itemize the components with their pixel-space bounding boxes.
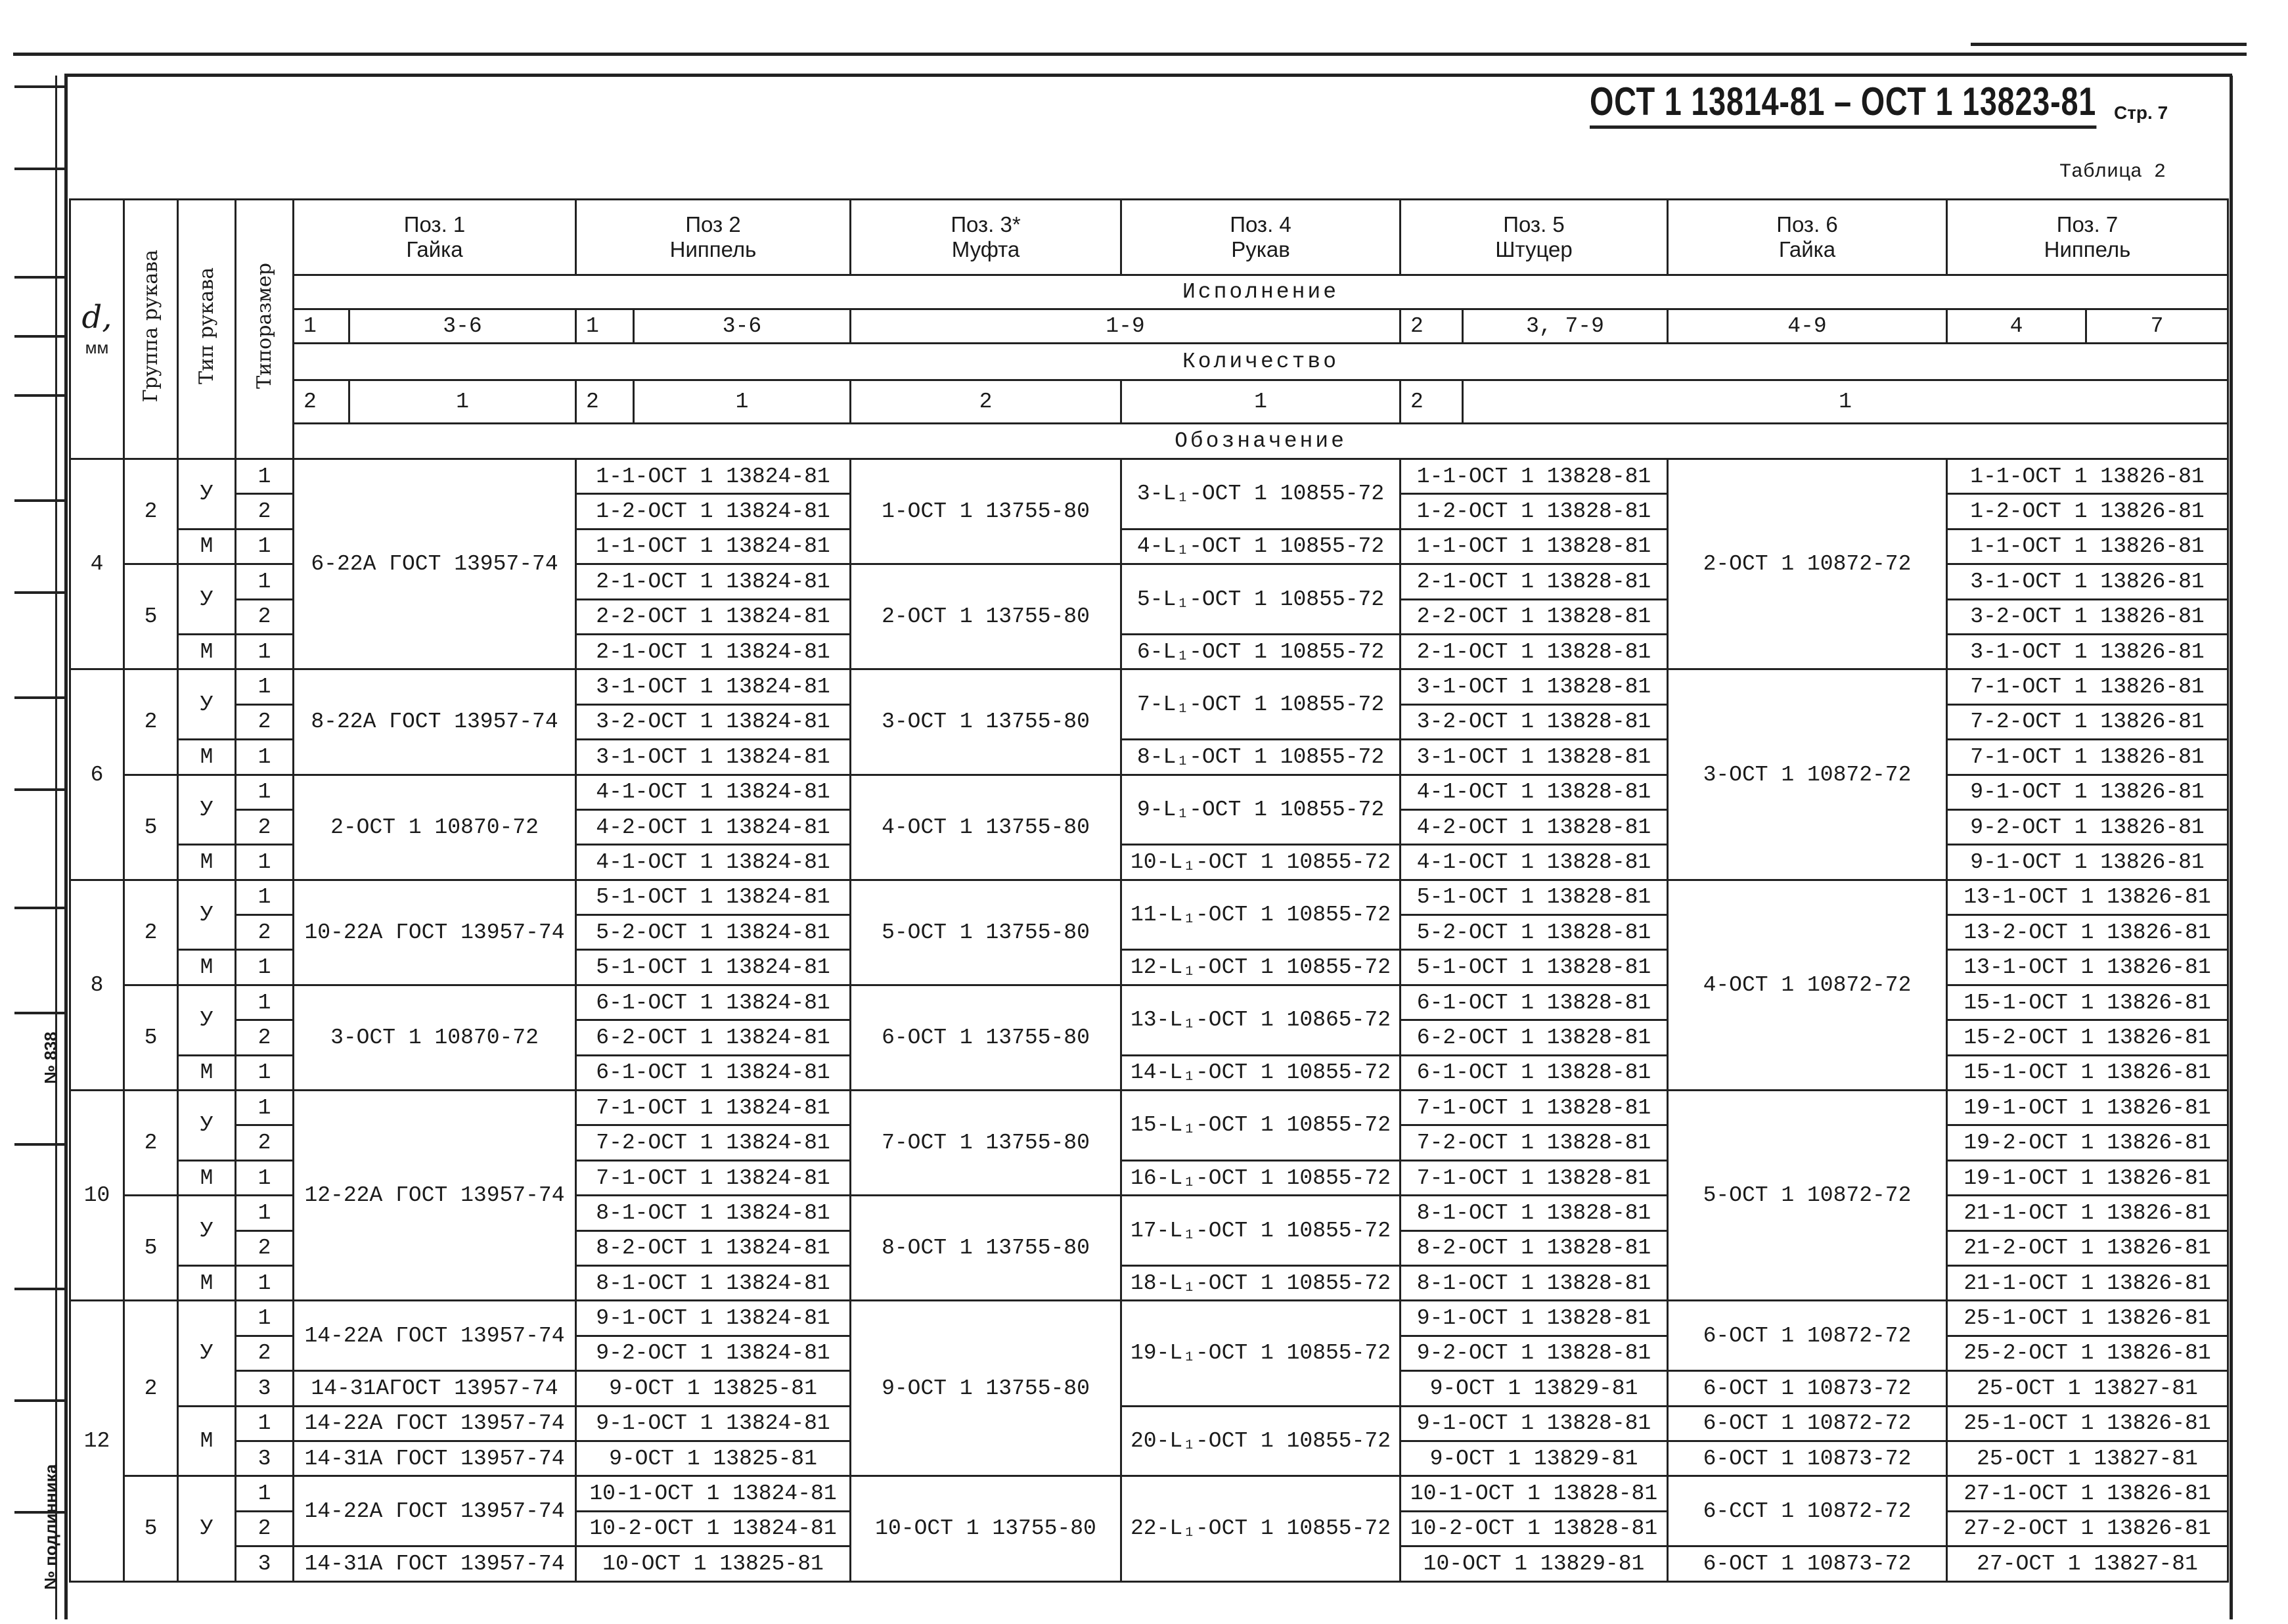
cell-pos2-nipple: 6-1-ОСТ 1 13824-81 [576,985,851,1020]
cell-pos2-nipple: 8-1-ОСТ 1 13824-81 [576,1196,851,1230]
cell-pos4-hose: 10-L₁-ОСТ 1 10855-72 [1121,845,1401,880]
header-kolichestvo: Количество [294,344,2228,380]
cell-pos5-fitting: 9-ОСТ 1 13829-81 [1401,1441,1668,1476]
cell-pos4-hose: 14-L₁-ОСТ 1 10855-72 [1121,1055,1401,1090]
cell-size: 3 [236,1441,294,1476]
cell-hose-type: У [178,669,236,740]
header-type: Тип рукава [178,200,236,459]
cell-size: 1 [236,1301,294,1336]
cell-hose-group: 5 [124,985,178,1090]
cell-pos2-nipple: 4-1-ОСТ 1 13824-81 [576,845,851,880]
cell-pos1-nut: 12-22А ГОСТ 13957-74 [294,1091,576,1301]
cell-hose-group: 5 [124,1476,178,1581]
cell-size: 1 [236,880,294,914]
table-row [70,459,2228,494]
cell-pos5-fitting: 1-2-ОСТ 1 13828-81 [1401,494,1668,529]
cell-size: 1 [236,1055,294,1090]
cell-pos3-coupling: 6-ОСТ 1 13755-80 [851,985,1121,1090]
table-label: Таблица 2 [2059,161,2166,183]
cell-pos5-fitting: 2-2-ОСТ 1 13828-81 [1401,599,1668,634]
kol-pos4: 1 [1121,380,1401,424]
cell-pos5-fitting: 9-ОСТ 1 13829-81 [1401,1371,1668,1406]
cell-pos3-coupling: 10-ОСТ 1 13755-80 [851,1476,1121,1581]
cell-size: 2 [236,809,294,844]
cell-pos7-nipple: 9-1-ОСТ 1 13826-81 [1947,775,2228,809]
cell-pos2-nipple: 1-1-ОСТ 1 13824-81 [576,529,851,564]
cell-diameter: 10 [70,1091,124,1301]
cell-pos2-nipple: 10-2-ОСТ 1 13824-81 [576,1511,851,1546]
cell-pos2-nipple: 5-2-ОСТ 1 13824-81 [576,915,851,950]
cell-pos1-nut: 3-ОСТ 1 10870-72 [294,985,576,1090]
cell-pos2-nipple: 3-2-ОСТ 1 13824-81 [576,704,851,739]
cell-size: 2 [236,1125,294,1160]
cell-pos2-nipple: 4-1-ОСТ 1 13824-81 [576,775,851,809]
cell-pos6-nut: 6-ССТ 1 10872-72 [1668,1476,1947,1546]
cell-pos1-nut: 8-22А ГОСТ 13957-74 [294,669,576,775]
cell-pos5-fitting: 6-1-ОСТ 1 13828-81 [1401,1055,1668,1090]
cell-pos2-nipple: 9-2-ОСТ 1 13824-81 [576,1336,851,1370]
header-pos7: Поз. 7 Ниппель [1947,200,2228,275]
cell-hose-type: У [178,1476,236,1581]
cell-pos1-nut: 2-ОСТ 1 10870-72 [294,775,576,880]
cell-size: 3 [236,1371,294,1406]
cell-pos2-nipple: 10-ОСТ 1 13825-81 [576,1546,851,1581]
cell-pos7-nipple: 3-2-ОСТ 1 13826-81 [1947,599,2228,634]
cell-hose-type: У [178,1301,236,1406]
cell-size: 2 [236,915,294,950]
cell-hose-group: 5 [124,564,178,669]
cell-pos6-nut: 6-ОСТ 1 10872-72 [1668,1301,1947,1371]
cell-size: 2 [236,704,294,739]
cell-pos5-fitting: 8-1-ОСТ 1 13828-81 [1401,1265,1668,1300]
cell-size: 2 [236,599,294,634]
cell-pos7-nipple: 7-2-ОСТ 1 13826-81 [1947,704,2228,739]
cell-pos7-nipple: 27-2-ОСТ 1 13826-81 [1947,1511,2228,1546]
cell-pos6-nut: 3-ОСТ 1 10872-72 [1668,669,1947,880]
cell-pos7-nipple: 19-1-ОСТ 1 13826-81 [1947,1091,2228,1125]
kol-pos3: 2 [851,380,1121,424]
cell-pos7-nipple: 15-1-ОСТ 1 13826-81 [1947,1055,2228,1090]
cell-hose-group: 5 [124,1196,178,1301]
cell-pos2-nipple: 1-2-ОСТ 1 13824-81 [576,494,851,529]
cell-pos6-nut: 6-ОСТ 1 10873-72 [1668,1371,1947,1406]
cell-pos5-fitting: 8-2-ОСТ 1 13828-81 [1401,1230,1668,1265]
kol-pos2-b: 1 [634,380,851,424]
cell-size: 2 [236,1511,294,1546]
cell-size: 3 [236,1546,294,1581]
cell-pos7-nipple: 25-1-ОСТ 1 13826-81 [1947,1406,2228,1441]
cell-pos5-fitting: 9-1-ОСТ 1 13828-81 [1401,1301,1668,1336]
isp-pos2-b: 3-6 [634,309,851,344]
cell-pos2-nipple: 6-1-ОСТ 1 13824-81 [576,1055,851,1090]
side-label-number: № 838 [41,1031,60,1084]
cell-size: 1 [236,529,294,564]
cell-pos7-nipple: 9-1-ОСТ 1 13826-81 [1947,845,2228,880]
cell-hose-type: У [178,775,236,845]
cell-pos7-nipple: 21-1-ОСТ 1 13826-81 [1947,1196,2228,1230]
cell-pos7-nipple: 25-2-ОСТ 1 13826-81 [1947,1336,2228,1370]
cell-pos7-nipple: 9-2-ОСТ 1 13826-81 [1947,809,2228,844]
kol-pos1-b: 1 [349,380,576,424]
cell-pos4-hose: 18-L₁-ОСТ 1 10855-72 [1121,1265,1401,1300]
cell-pos1-nut: 14-22А ГОСТ 13957-74 [294,1476,576,1546]
cell-pos2-nipple: 7-1-ОСТ 1 13824-81 [576,1160,851,1195]
isp-pos5-a: 2 [1401,309,1463,344]
cell-pos5-fitting: 4-1-ОСТ 1 13828-81 [1401,775,1668,809]
cell-hose-group: 2 [124,669,178,775]
isp-pos7-b: 7 [2086,309,2228,344]
cell-size: 1 [236,740,294,775]
cell-pos2-nipple: 9-ОСТ 1 13825-81 [576,1441,851,1476]
cell-hose-group: 2 [124,1301,178,1476]
cell-pos1-nut: 10-22А ГОСТ 13957-74 [294,880,576,985]
cell-pos2-nipple: 3-1-ОСТ 1 13824-81 [576,740,851,775]
cell-pos5-fitting: 7-1-ОСТ 1 13828-81 [1401,1160,1668,1195]
isp-pos5-b: 3, 7-9 [1463,309,1668,344]
top-rule [13,53,2247,56]
cell-pos5-fitting: 5-1-ОСТ 1 13828-81 [1401,950,1668,985]
binding-line [55,76,57,1619]
cell-pos4-hose: 16-L₁-ОСТ 1 10855-72 [1121,1160,1401,1195]
cell-pos5-fitting: 9-1-ОСТ 1 13828-81 [1401,1406,1668,1441]
isp-pos7-a: 4 [1947,309,2086,344]
cell-pos7-nipple: 25-1-ОСТ 1 13826-81 [1947,1301,2228,1336]
cell-pos1-nut: 14-31АГОСТ 13957-74 [294,1371,576,1406]
cell-pos1-nut: 14-22А ГОСТ 13957-74 [294,1301,576,1371]
cell-pos5-fitting: 2-1-ОСТ 1 13828-81 [1401,634,1668,669]
cell-pos6-nut: 6-ОСТ 1 10873-72 [1668,1546,1947,1581]
cell-pos4-hose: 15-L₁-ОСТ 1 10855-72 [1121,1091,1401,1161]
header-pos2: Поз 2 Ниппель [576,200,851,275]
cell-hose-type: У [178,1196,236,1266]
cell-pos7-nipple: 25-ОСТ 1 13827-81 [1947,1371,2228,1406]
cell-pos7-nipple: 15-1-ОСТ 1 13826-81 [1947,985,2228,1020]
cell-pos4-hose: 13-L₁-ОСТ 1 10865-72 [1121,985,1401,1055]
cell-pos4-hose: 19-L₁-ОСТ 1 10855-72 [1121,1301,1401,1406]
cell-size: 2 [236,1020,294,1055]
cell-hose-group: 2 [124,880,178,985]
cell-size: 1 [236,1196,294,1230]
cell-hose-type: М [178,1160,236,1195]
cell-pos7-nipple: 7-1-ОСТ 1 13826-81 [1947,740,2228,775]
header-pos1: Поз. 1 Гайка [294,200,576,275]
cell-hose-type: М [178,1265,236,1300]
cell-size: 1 [236,669,294,704]
cell-pos3-coupling: 8-ОСТ 1 13755-80 [851,1196,1121,1301]
cell-pos7-nipple: 25-ОСТ 1 13827-81 [1947,1441,2228,1476]
cell-pos2-nipple: 2-1-ОСТ 1 13824-81 [576,564,851,599]
cell-hose-type: М [178,845,236,880]
cell-size: 1 [236,775,294,809]
kol-pos5-a: 2 [1401,380,1463,424]
cell-size: 1 [236,459,294,494]
cell-pos7-nipple: 1-1-ОСТ 1 13826-81 [1947,459,2228,494]
specification-table [69,198,2229,1583]
cell-size: 1 [236,1265,294,1300]
table-row [70,880,2228,914]
document-title: ОСТ 1 13814-81 – ОСТ 1 13823-81 [1590,79,2096,129]
cell-pos4-hose: 12-L₁-ОСТ 1 10855-72 [1121,950,1401,985]
cell-pos4-hose: 8-L₁-ОСТ 1 10855-72 [1121,740,1401,775]
cell-pos7-nipple: 19-2-ОСТ 1 13826-81 [1947,1125,2228,1160]
cell-pos5-fitting: 3-1-ОСТ 1 13828-81 [1401,669,1668,704]
cell-pos5-fitting: 2-1-ОСТ 1 13828-81 [1401,564,1668,599]
cell-pos3-coupling: 4-ОСТ 1 13755-80 [851,775,1121,880]
page-number: Стр. 7 [2114,102,2168,123]
isp-pos34: 1-9 [851,309,1401,344]
cell-size: 1 [236,1160,294,1195]
kol-pos1-a: 2 [294,380,349,424]
cell-pos7-nipple: 3-1-ОСТ 1 13826-81 [1947,634,2228,669]
cell-size: 1 [236,564,294,599]
cell-pos3-coupling: 2-ОСТ 1 13755-80 [851,564,1121,669]
cell-pos5-fitting: 7-2-ОСТ 1 13828-81 [1401,1125,1668,1160]
cell-pos3-coupling: 1-ОСТ 1 13755-80 [851,459,1121,564]
kol-pos567: 1 [1463,380,2228,424]
kol-pos2-a: 2 [576,380,634,424]
header-d: d, мм [70,200,124,459]
cell-pos4-hose: 20-L₁-ОСТ 1 10855-72 [1121,1406,1401,1476]
cell-size: 2 [236,1230,294,1265]
cell-pos2-nipple: 7-2-ОСТ 1 13824-81 [576,1125,851,1160]
cell-pos5-fitting: 8-1-ОСТ 1 13828-81 [1401,1196,1668,1230]
top-rule-right [1971,43,2247,46]
cell-pos7-nipple: 13-1-ОСТ 1 13826-81 [1947,880,2228,914]
header-pos4: Поз. 4 Рукав [1121,200,1401,275]
cell-pos1-nut: 6-22А ГОСТ 13957-74 [294,459,576,669]
cell-pos2-nipple: 6-2-ОСТ 1 13824-81 [576,1020,851,1055]
cell-hose-type: У [178,985,236,1055]
cell-pos5-fitting: 5-1-ОСТ 1 13828-81 [1401,880,1668,914]
cell-pos7-nipple: 27-ОСТ 1 13827-81 [1947,1546,2228,1581]
cell-pos5-fitting: 1-1-ОСТ 1 13828-81 [1401,529,1668,564]
cell-pos5-fitting: 3-1-ОСТ 1 13828-81 [1401,740,1668,775]
cell-pos2-nipple: 5-1-ОСТ 1 13824-81 [576,880,851,914]
cell-pos2-nipple: 3-1-ОСТ 1 13824-81 [576,669,851,704]
cell-hose-type: М [178,950,236,985]
cell-pos5-fitting: 9-2-ОСТ 1 13828-81 [1401,1336,1668,1370]
isp-pos1-b: 3-6 [349,309,576,344]
cell-pos2-nipple: 8-2-ОСТ 1 13824-81 [576,1230,851,1265]
cell-pos7-nipple: 27-1-ОСТ 1 13826-81 [1947,1476,2228,1511]
cell-size: 1 [236,985,294,1020]
cell-pos2-nipple: 2-1-ОСТ 1 13824-81 [576,634,851,669]
cell-pos4-hose: 5-L₁-ОСТ 1 10855-72 [1121,564,1401,635]
cell-pos7-nipple: 15-2-ОСТ 1 13826-81 [1947,1020,2228,1055]
cell-size: 1 [236,1406,294,1441]
cell-size: 2 [236,1336,294,1370]
cell-pos7-nipple: 1-2-ОСТ 1 13826-81 [1947,494,2228,529]
cell-pos4-hose: 6-L₁-ОСТ 1 10855-72 [1121,634,1401,669]
cell-pos7-nipple: 21-1-ОСТ 1 13826-81 [1947,1265,2228,1300]
cell-pos6-nut: 6-ОСТ 1 10873-72 [1668,1441,1947,1476]
cell-size: 1 [236,845,294,880]
cell-pos5-fitting: 1-1-ОСТ 1 13828-81 [1401,459,1668,494]
frame-top [64,74,2232,77]
cell-pos2-nipple: 9-1-ОСТ 1 13824-81 [576,1301,851,1336]
cell-size: 2 [236,494,294,529]
cell-size: 1 [236,1091,294,1125]
side-label-original: № подлинника [41,1464,60,1590]
cell-pos1-nut: 14-31А ГОСТ 13957-74 [294,1441,576,1476]
header-size: Типоразмер [236,200,294,459]
cell-pos4-hose: 7-L₁-ОСТ 1 10855-72 [1121,669,1401,740]
cell-pos5-fitting: 4-1-ОСТ 1 13828-81 [1401,845,1668,880]
cell-pos5-fitting: 10-ОСТ 1 13829-81 [1401,1546,1668,1581]
table-row [70,1476,2228,1511]
cell-pos2-nipple: 2-2-ОСТ 1 13824-81 [576,599,851,634]
cell-pos2-nipple: 9-1-ОСТ 1 13824-81 [576,1406,851,1441]
isp-pos2-a: 1 [576,309,634,344]
cell-hose-type: У [178,459,236,530]
cell-pos5-fitting: 7-1-ОСТ 1 13828-81 [1401,1091,1668,1125]
cell-diameter: 12 [70,1301,124,1581]
cell-pos7-nipple: 19-1-ОСТ 1 13826-81 [1947,1160,2228,1195]
cell-diameter: 8 [70,880,124,1090]
cell-hose-type: У [178,564,236,635]
cell-diameter: 6 [70,669,124,880]
cell-pos7-nipple: 21-2-ОСТ 1 13826-81 [1947,1230,2228,1265]
cell-pos3-coupling: 3-ОСТ 1 13755-80 [851,669,1121,775]
cell-pos4-hose: 17-L₁-ОСТ 1 10855-72 [1121,1196,1401,1266]
cell-pos3-coupling: 7-ОСТ 1 13755-80 [851,1091,1121,1196]
cell-pos7-nipple: 7-1-ОСТ 1 13826-81 [1947,669,2228,704]
table-row [70,669,2228,704]
cell-hose-group: 2 [124,459,178,564]
table-row [70,1091,2228,1125]
cell-pos2-nipple: 8-1-ОСТ 1 13824-81 [576,1265,851,1300]
cell-pos7-nipple: 1-1-ОСТ 1 13826-81 [1947,529,2228,564]
cell-pos5-fitting: 3-2-ОСТ 1 13828-81 [1401,704,1668,739]
cell-pos3-coupling: 9-ОСТ 1 13755-80 [851,1301,1121,1476]
header-pos6: Поз. 6 Гайка [1668,200,1947,275]
cell-pos6-nut: 4-ОСТ 1 10872-72 [1668,880,1947,1090]
cell-pos5-fitting: 10-2-ОСТ 1 13828-81 [1401,1511,1668,1546]
cell-pos2-nipple: 7-1-ОСТ 1 13824-81 [576,1091,851,1125]
cell-pos1-nut: 14-22А ГОСТ 13957-74 [294,1406,576,1441]
cell-diameter: 4 [70,459,124,669]
table-row [70,1301,2228,1336]
cell-pos5-fitting: 6-1-ОСТ 1 13828-81 [1401,985,1668,1020]
header-oboznachenie: Обозначение [294,424,2228,459]
cell-pos6-nut: 5-ОСТ 1 10872-72 [1668,1091,1947,1301]
header-pos5: Поз. 5 Штуцер [1401,200,1668,275]
cell-hose-group: 5 [124,775,178,880]
cell-pos7-nipple: 13-2-ОСТ 1 13826-81 [1947,915,2228,950]
header-pos3: Поз. 3* Муфта [851,200,1121,275]
cell-hose-type: М [178,1406,236,1476]
cell-pos2-nipple: 9-ОСТ 1 13825-81 [576,1371,851,1406]
cell-hose-group: 2 [124,1091,178,1196]
cell-pos5-fitting: 10-1-ОСТ 1 13828-81 [1401,1476,1668,1511]
cell-pos5-fitting: 6-2-ОСТ 1 13828-81 [1401,1020,1668,1055]
cell-hose-type: М [178,529,236,564]
cell-pos7-nipple: 3-1-ОСТ 1 13826-81 [1947,564,2228,599]
frame-right [2230,76,2233,1619]
cell-hose-type: У [178,1091,236,1161]
cell-pos4-hose: 22-L₁-ОСТ 1 10855-72 [1121,1476,1401,1581]
cell-pos2-nipple: 1-1-ОСТ 1 13824-81 [576,459,851,494]
cell-hose-type: М [178,634,236,669]
isp-pos6: 4-9 [1668,309,1947,344]
cell-pos2-nipple: 5-1-ОСТ 1 13824-81 [576,950,851,985]
isp-pos1-a: 1 [294,309,349,344]
table-row [70,1406,2228,1441]
cell-pos7-nipple: 13-1-ОСТ 1 13826-81 [1947,950,2228,985]
cell-pos2-nipple: 10-1-ОСТ 1 13824-81 [576,1476,851,1511]
cell-size: 1 [236,634,294,669]
cell-hose-type: М [178,740,236,775]
cell-pos3-coupling: 5-ОСТ 1 13755-80 [851,880,1121,985]
frame-left [64,76,68,1619]
cell-pos5-fitting: 5-2-ОСТ 1 13828-81 [1401,915,1668,950]
table-body [70,459,2228,1582]
cell-pos6-nut: 2-ОСТ 1 10872-72 [1668,459,1947,669]
cell-size: 1 [236,1476,294,1511]
cell-pos4-hose: 11-L₁-ОСТ 1 10855-72 [1121,880,1401,950]
cell-pos4-hose: 3-L₁-ОСТ 1 10855-72 [1121,459,1401,530]
cell-pos1-nut: 14-31А ГОСТ 13957-74 [294,1546,576,1581]
cell-pos4-hose: 4-L₁-ОСТ 1 10855-72 [1121,529,1401,564]
cell-hose-type: У [178,880,236,950]
header-ispolnenie: Исполнение [294,275,2228,309]
cell-hose-type: М [178,1055,236,1090]
cell-pos6-nut: 6-ОСТ 1 10872-72 [1668,1406,1947,1441]
cell-pos4-hose: 9-L₁-ОСТ 1 10855-72 [1121,775,1401,845]
cell-size: 1 [236,950,294,985]
cell-pos2-nipple: 4-2-ОСТ 1 13824-81 [576,809,851,844]
cell-pos5-fitting: 4-2-ОСТ 1 13828-81 [1401,809,1668,844]
header-group: Группа рукава [124,200,178,459]
